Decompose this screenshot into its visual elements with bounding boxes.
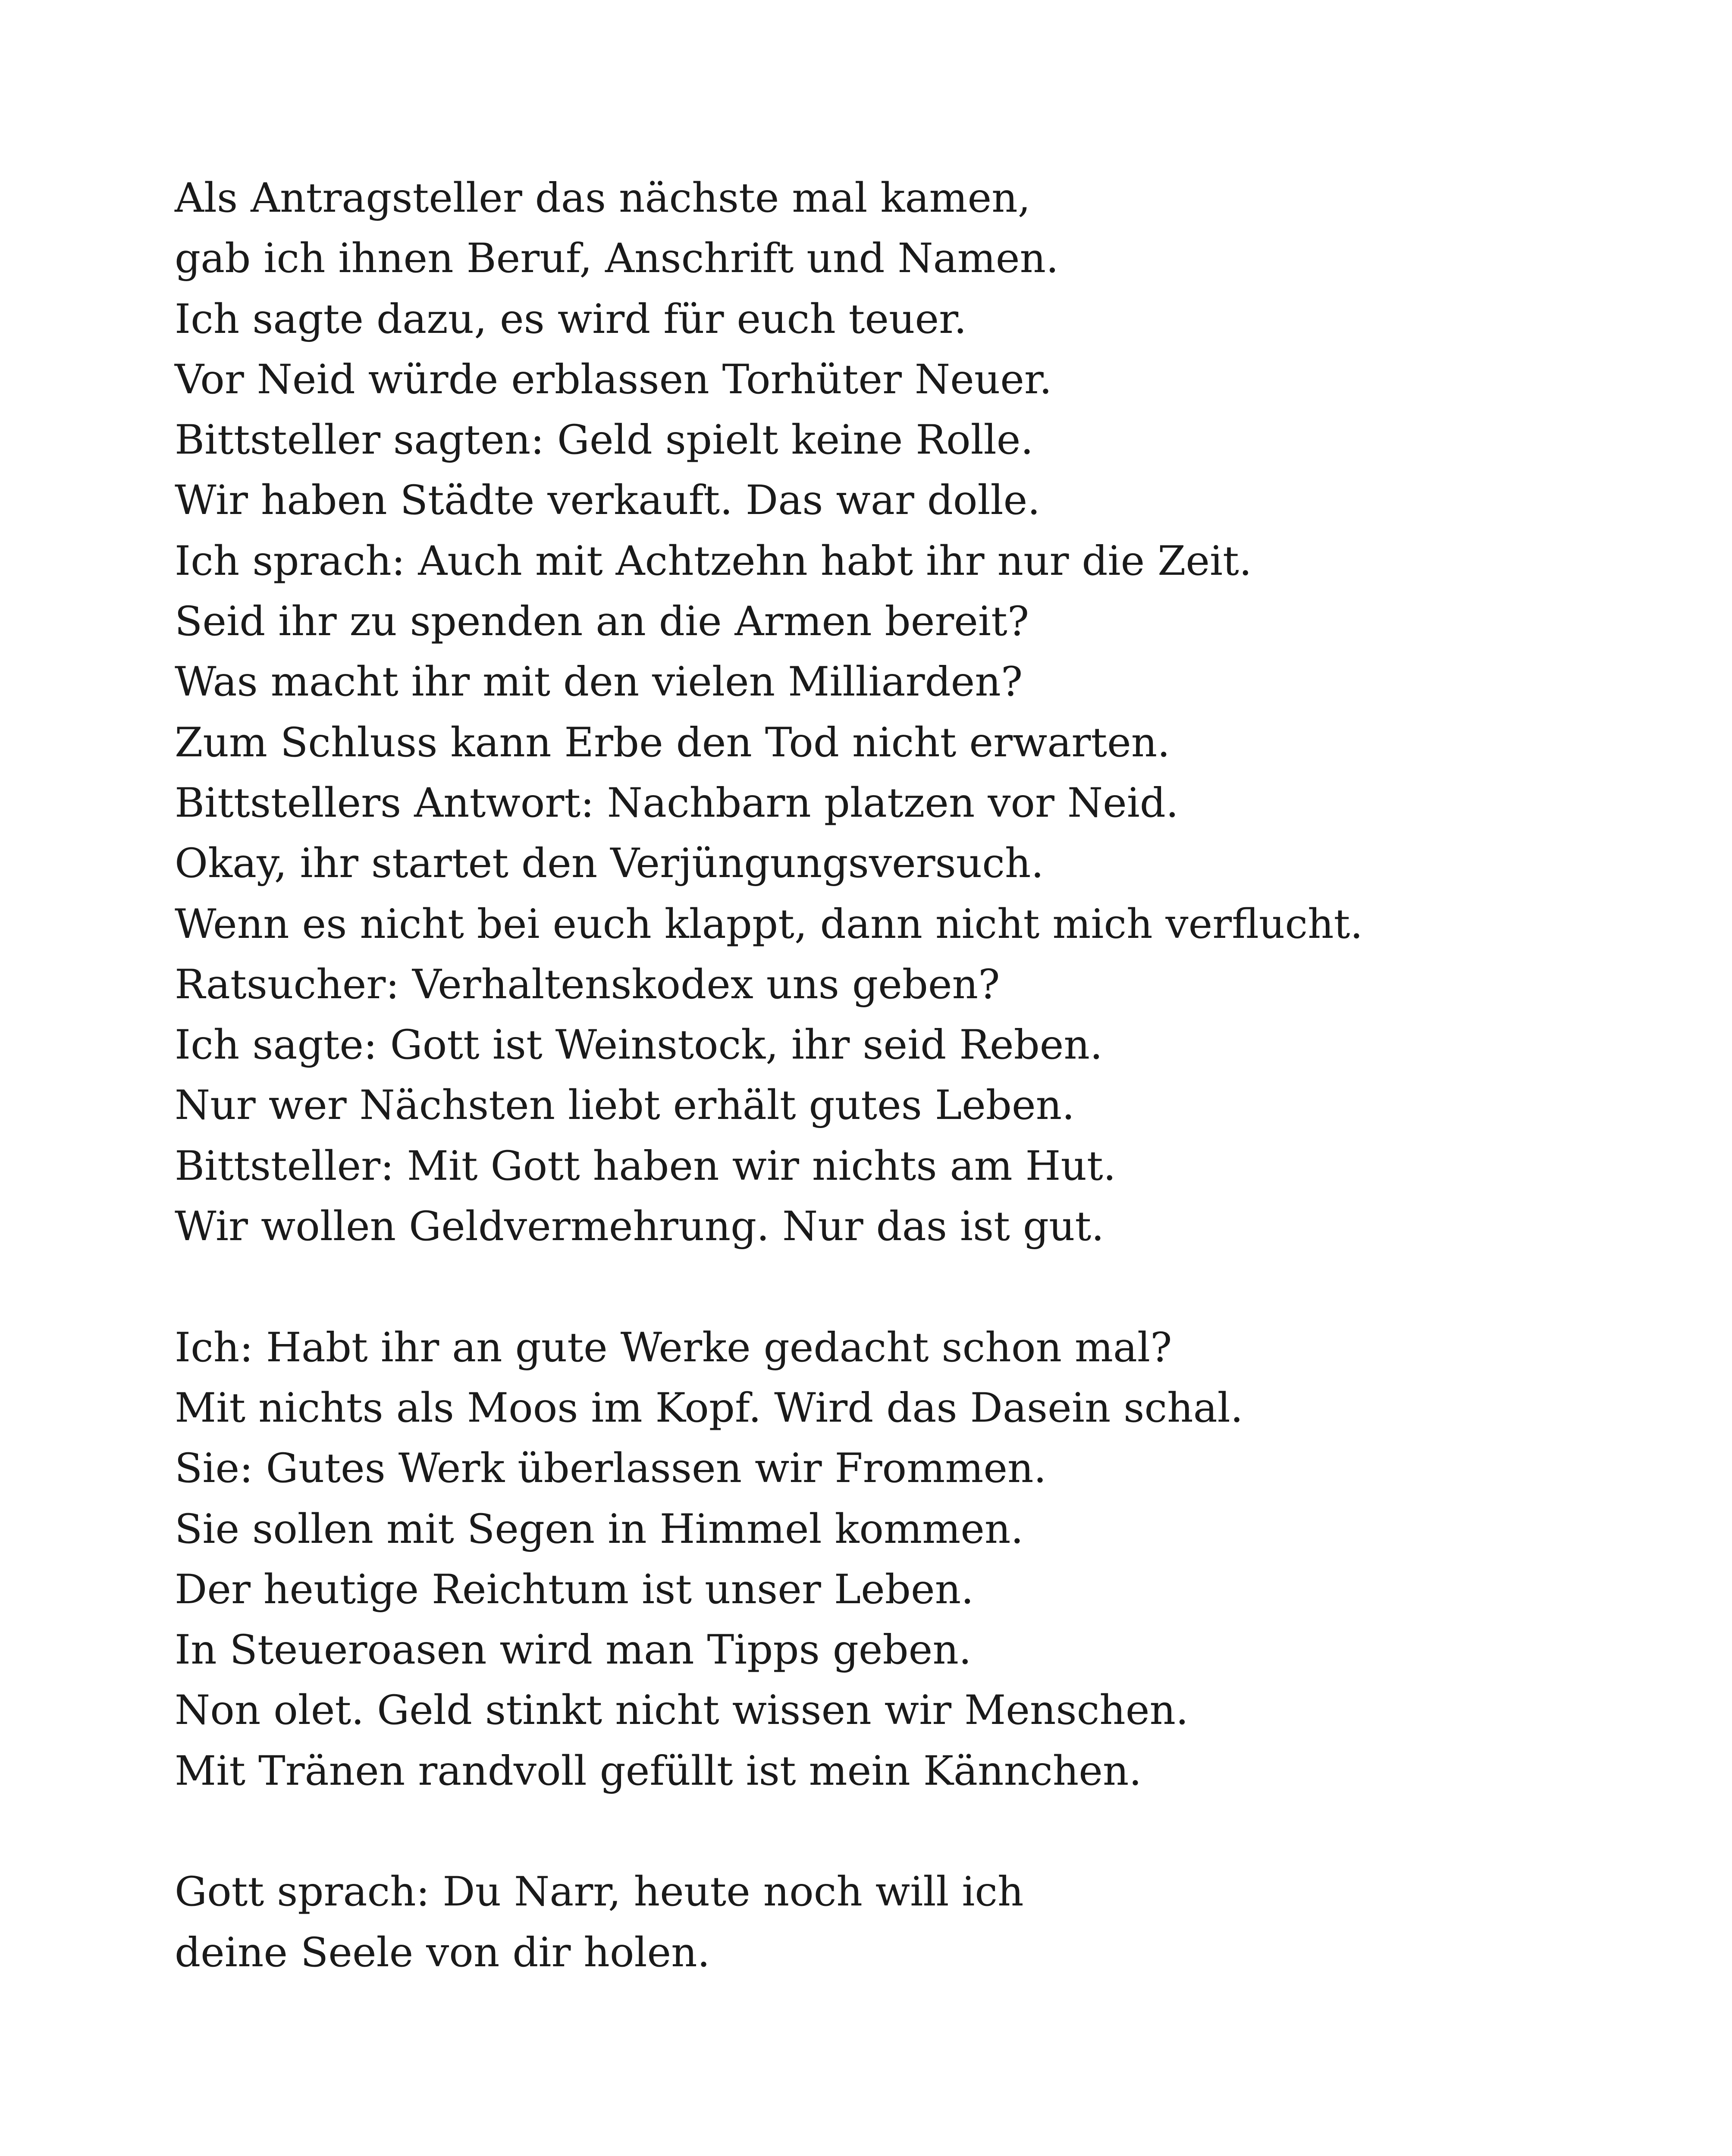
poem-line: Okay, ihr startet den Verjüngungsversuch.	[175, 840, 1044, 887]
poem-line: Bittstellers Antwort: Nachbarn platzen vor Neid.	[175, 779, 1179, 827]
poem-line: deine Seele von dir holen.	[175, 1929, 710, 1976]
poem-line: Seid ihr zu spenden an die Armen bereit?	[175, 598, 1029, 646]
poem-line: Bittsteller: Mit Gott haben wir nichts am Hut.	[175, 1142, 1116, 1190]
poem-line: Als Antragsteller das nächste mal kamen,	[175, 175, 1031, 222]
poem-line: Vor Neid würde erblassen Torhüter Neuer.	[175, 356, 1052, 403]
poem-line: Wenn es nicht bei euch klappt, dann nicht mich verflucht.	[175, 900, 1363, 948]
poem-line: Ich sagte: Gott ist Weinstock, ihr seid Reben.	[175, 1022, 1103, 1069]
poem-line: Ich: Habt ihr an gute Werke gedacht schon mal?	[175, 1324, 1172, 1371]
poem-line: Ich sprach: Auch mit Achtzehn habt ihr nur die Zeit.	[175, 537, 1252, 585]
poem-line: Wir wollen Geldvermehrung. Nur das ist gut.	[175, 1203, 1104, 1250]
poem-line: Der heutige Reichtum ist unser Leben.	[175, 1566, 974, 1613]
poem-body	[175, 168, 1598, 1983]
poem-line: Mit nichts als Moos im Kopf. Wird das Dasein schal.	[175, 1384, 1243, 1432]
poem-line: Non olet. Geld stinkt nicht wissen wir Menschen.	[175, 1687, 1189, 1734]
stanza-gap	[175, 1802, 1598, 1862]
poem-line: Nur wer Nächsten liebt erhält gutes Leben.	[175, 1082, 1075, 1129]
poem-line: Mit Tränen randvoll gefüllt ist mein Kännchen.	[175, 1747, 1142, 1795]
poem-line: In Steueroasen wird man Tipps geben.	[175, 1626, 972, 1674]
poem-line: Ich sagte dazu, es wird für euch teuer.	[175, 295, 967, 343]
poem-line: Sie sollen mit Segen in Himmel kommen.	[175, 1505, 1024, 1553]
poem-line: Gott sprach: Du Narr, heute noch will ich	[175, 1868, 1024, 1916]
poem-line: Was macht ihr mit den vielen Milliarden?	[175, 658, 1023, 706]
poem-line: Zum Schluss kann Erbe den Tod nicht erwarten.	[175, 719, 1170, 766]
stanza-gap	[175, 1257, 1598, 1317]
poem-line: Sie: Gutes Werk überlassen wir Frommen.	[175, 1445, 1047, 1492]
poem-line: Bittsteller sagten: Geld spielt keine Rolle.	[175, 417, 1034, 464]
poem-line: gab ich ihnen Beruf, Anschrift und Namen.	[175, 235, 1059, 282]
poem-line: Ratsucher: Verhaltenskodex uns geben?	[175, 961, 1000, 1008]
poem-line: Wir haben Städte verkauft. Das war dolle.	[175, 477, 1041, 524]
